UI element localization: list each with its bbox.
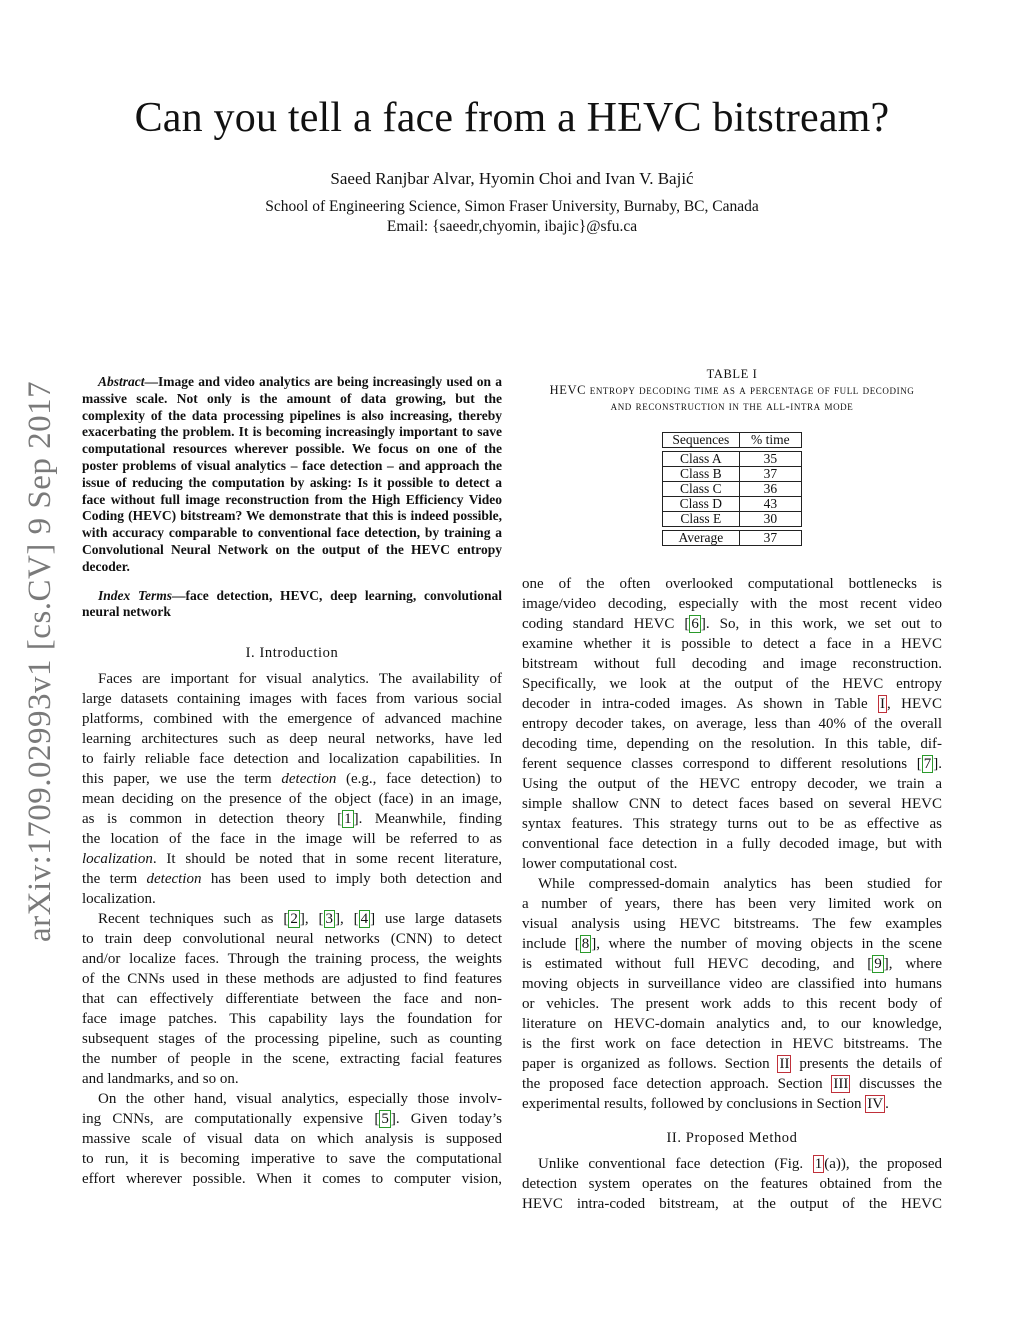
text-line xyxy=(82,909,502,929)
text-line: syntax features. This strategy turns out to be as effective as xyxy=(522,816,942,832)
text-line: localization. xyxy=(82,891,156,908)
text-line: and landmarks, and so on. xyxy=(82,1071,239,1088)
text-run: is estimated without full HEVC decoding, and [ xyxy=(522,956,873,972)
abstract-text: —Image and video analytics are being increasingly used on a massive scale. Not only is the amount of data growing, but the complexity of the data processing pipelines is also increasing, thereby exacerbating the problem. It is becoming increasingly important to save computational resources wherever possible. We focus on one of the poster problems of visual analytics – face detection – and approach the issue of reducing the computation by asking: Is it possible to detect a face without full image reconstruction from the High Efficiency Video Coding (HEVC) bitstream? We demonstrate that this is indeed possible, with accuracy comparable to conventional face detection, by training a Convolutional Neural Network on the output of the HEVC entropy decoder. xyxy=(82,374,502,574)
text-run: ] use large datasets xyxy=(370,911,502,928)
text-run: (a)), the proposed xyxy=(824,1156,942,1172)
text-line: effort wherever possible. When it comes to computer vision, xyxy=(82,1171,502,1188)
citation-link[interactable]: 8 xyxy=(581,936,590,952)
section-reference-link[interactable]: II xyxy=(779,1056,790,1072)
table-cell: Class A xyxy=(663,452,740,467)
text-line xyxy=(522,954,942,974)
text-run: detection xyxy=(146,871,202,888)
section-reference-link[interactable]: IV xyxy=(867,1096,884,1112)
email: Email: {saeedr,chyomin, ibajic}@sfu.ca xyxy=(386,218,638,235)
text-run: ], [ xyxy=(335,911,359,928)
text-run: paper is organized as follows. Section xyxy=(522,1056,778,1072)
table-cell: Class D xyxy=(663,497,740,512)
text-run: . xyxy=(885,1096,889,1112)
text-run: the proposed face detection approach. Section xyxy=(522,1076,832,1092)
text-line: of the CNNs used in these methods are adjusted to find features xyxy=(82,971,502,988)
text-run: detection xyxy=(281,771,337,788)
text-line xyxy=(522,1094,942,1114)
table-1 xyxy=(661,432,803,546)
text-run: ferent sequence classes correspond to different resolutions [ xyxy=(522,756,922,772)
text-line xyxy=(522,614,942,634)
text-line: lower computational cost. xyxy=(522,856,678,872)
left-column xyxy=(82,374,502,1189)
table-caption-line-1: HEVC entropy decoding time as a percentage of full decoding xyxy=(549,383,915,397)
table-row xyxy=(663,452,802,467)
table-header-cell: % time xyxy=(739,433,801,448)
text-line: HEVC intra-coded bitstream, at the output of the HEVC xyxy=(522,1196,942,1212)
text-line xyxy=(82,869,502,889)
text-line xyxy=(522,1154,942,1174)
text-line: Specifically, we look at the output of the HEVC entropy xyxy=(522,676,942,692)
text-run: decoder in intra-coded images. As shown in Table xyxy=(522,696,879,712)
text-line: the number of people in the scene, extracting facial features xyxy=(82,1051,502,1068)
text-line: or vehicles. The present work adds to this recent body of xyxy=(522,996,942,1012)
table-row xyxy=(663,512,802,527)
table-cell: 36 xyxy=(739,482,801,497)
abstract xyxy=(82,374,502,576)
table-reference-link[interactable]: I xyxy=(880,696,886,712)
table-row xyxy=(663,467,802,482)
text-run: ing CNNs, are computationally expensive [ xyxy=(82,1111,380,1128)
text-run: as is common in detection theory [ xyxy=(82,811,343,828)
right-paragraph-1 xyxy=(522,574,942,874)
text-line: mean deciding on the presence of the object (face) in an image, xyxy=(82,791,502,808)
text-line: visual analysis using HEVC bitstreams. The few examples xyxy=(522,916,942,932)
right-paragraph-2 xyxy=(522,874,942,1114)
text-run: this paper, we use the term xyxy=(82,771,282,788)
intro-paragraph-3 xyxy=(82,1089,502,1189)
citation-link[interactable]: 7 xyxy=(923,756,932,772)
citation-link[interactable]: 4 xyxy=(360,911,369,928)
text-line xyxy=(522,1054,942,1074)
text-line: detection system operates on the features obtained from the xyxy=(522,1176,942,1192)
intro-paragraph-1 xyxy=(82,669,502,909)
abstract-label: Abstract xyxy=(98,374,145,389)
text-run: Unlike conventional face detection (Fig. xyxy=(538,1156,813,1172)
text-line: platforms, combined with the emergence of advanced machine xyxy=(82,711,502,728)
affiliation-block xyxy=(0,197,1024,237)
text-line xyxy=(522,1074,942,1094)
text-run: , HEVC xyxy=(887,696,942,712)
table-caption-line-2: and reconstruction in the all-intra mode xyxy=(610,399,854,413)
table-cell: Class C xyxy=(663,482,740,497)
citation-link[interactable]: 1 xyxy=(344,811,352,828)
text-run: presents the details of xyxy=(791,1056,942,1072)
text-line: image/video decoding, especially with the most recent video xyxy=(522,596,942,612)
text-run: experimental results, followed by conclusions in Section xyxy=(522,1096,866,1112)
index-terms-label: Index Terms xyxy=(98,587,172,603)
table-cell: Class E xyxy=(663,512,740,527)
section-heading-proposed-method: II. Proposed Method xyxy=(666,1130,798,1146)
table-label: TABLE I xyxy=(706,367,758,381)
text-run: ]. Meanwhile, finding xyxy=(353,811,503,828)
text-line xyxy=(82,849,502,869)
text-line: to fairly reliable face detection and localization capabilities. In xyxy=(82,751,502,768)
text-line: While compressed-domain analytics has been studied for xyxy=(538,876,942,892)
table-header-row xyxy=(663,433,802,448)
method-paragraph-1 xyxy=(522,1154,942,1214)
text-run: . It should be noted that in some recent literature, xyxy=(152,851,502,868)
table-cell: 35 xyxy=(739,452,801,467)
section-reference-link[interactable]: III xyxy=(833,1076,849,1092)
text-run: Recent techniques such as [ xyxy=(98,911,289,928)
citation-link[interactable]: 9 xyxy=(874,956,882,972)
text-line xyxy=(522,694,942,714)
section-heading-introduction: I. Introduction xyxy=(245,645,339,662)
text-line: massive scale of visual data on which analysis is supposed xyxy=(82,1131,502,1148)
table-row xyxy=(663,482,802,497)
text-line: that can effectively differentiate between the face and non- xyxy=(82,991,502,1008)
text-line: examine whether it is possible to detect a face in a HEVC xyxy=(522,636,942,652)
text-run: ]. So, in this work, we set out to xyxy=(700,616,943,632)
affiliation: School of Engineering Science, Simon Fraser University, Burnaby, BC, Canada xyxy=(265,198,759,215)
text-line xyxy=(82,1109,502,1129)
table-average-row xyxy=(663,531,802,546)
text-line: one of the often overlooked computational bottlenecks is xyxy=(522,576,942,592)
text-run: localization xyxy=(82,851,153,868)
text-line xyxy=(522,934,942,954)
text-run: discusses the xyxy=(850,1076,942,1092)
text-line xyxy=(82,769,502,789)
text-line: Faces are important for visual analytics. The availability of xyxy=(98,671,502,688)
table-cell: 30 xyxy=(739,512,801,527)
text-line xyxy=(522,754,942,774)
intro-paragraph-2 xyxy=(82,909,502,1089)
table-cell: Average xyxy=(663,531,740,546)
text-run: ], where the number of moving objects in the scene xyxy=(591,936,942,952)
text-run: ]. xyxy=(933,756,942,772)
paper-title: Can you tell a face from a HEVC bitstream? xyxy=(134,95,890,141)
text-run: ]. Given today’s xyxy=(390,1111,503,1128)
citation-link[interactable]: 2 xyxy=(290,911,298,928)
figure-reference-link[interactable]: 1 xyxy=(814,1156,823,1172)
text-line: decoding time, depending on the resolution. In this table, dif- xyxy=(522,736,942,752)
text-line: learning architectures such as deep neural networks, have led xyxy=(82,731,502,748)
arxiv-identifier[interactable]: arXiv:1709.02993v1 [cs.CV] 9 Sep 2017 xyxy=(22,380,58,942)
text-line: entropy decoder takes, on average, less than 40% of the overall xyxy=(522,716,942,732)
text-run: the term xyxy=(82,871,147,888)
table-header-cell: Sequences xyxy=(663,433,740,448)
text-line: simple shallow CNN to detect faces based on several HEVC xyxy=(522,796,942,812)
table-cell: 43 xyxy=(739,497,801,512)
text-run: (e.g., face detection) to xyxy=(336,771,502,788)
right-column xyxy=(522,366,942,1214)
text-line: large datasets containing images with faces from various social xyxy=(82,691,502,708)
text-line: On the other hand, visual analytics, especially those involv- xyxy=(98,1091,502,1108)
index-terms-text: —face detection, HEVC, deep learning, convolutional neural network xyxy=(82,587,503,620)
text-line: a number of years, there has been very limited work on xyxy=(522,896,942,912)
text-run: include [ xyxy=(522,936,580,952)
table-row xyxy=(663,497,802,512)
table-cell: 37 xyxy=(739,467,801,482)
text-line: the location of the face in the image will be referred to as xyxy=(82,831,502,848)
text-line: face image patches. This capability lays the foundation for xyxy=(82,1011,502,1028)
text-line: Using the output of the HEVC entropy decoder, we train a xyxy=(522,776,942,792)
text-run: has been used to imply both detection and xyxy=(201,871,502,888)
text-line: subsequent stages of the processing pipeline, such as counting xyxy=(82,1031,502,1048)
index-terms xyxy=(82,588,502,622)
text-line xyxy=(82,809,502,829)
text-line: to run, it is becoming imperative to save the computational xyxy=(82,1151,502,1168)
text-line: conventional face detection in a fully decoded image, but with xyxy=(522,836,942,852)
text-line: to train deep convolutional neural networks (CNN) to detect xyxy=(82,931,502,948)
text-line: moving objects in surveillance video are classified into humans xyxy=(522,976,942,992)
citation-link[interactable]: 5 xyxy=(381,1111,389,1128)
text-line: bitstream without full decoding and image reconstruction. xyxy=(522,656,942,672)
text-run: ], where xyxy=(883,956,942,972)
table-cell: Class B xyxy=(663,467,740,482)
citation-link[interactable]: 3 xyxy=(325,911,333,928)
author-list: Saeed Ranjbar Alvar, Hyomin Choi and Ivan V. Bajić xyxy=(330,169,694,188)
text-run: ], [ xyxy=(299,911,324,928)
citation-link[interactable]: 6 xyxy=(691,616,699,632)
text-line: and/or localize faces. Through the training process, the weights xyxy=(82,951,502,968)
table-cell: 37 xyxy=(739,531,801,546)
text-run: coding standard HEVC [ xyxy=(522,616,690,632)
text-line: is the first work on face detection in HEVC bitstreams. The xyxy=(522,1036,942,1052)
text-line: literature on HEVC-domain analytics and, to our knowledge, xyxy=(522,1016,942,1032)
